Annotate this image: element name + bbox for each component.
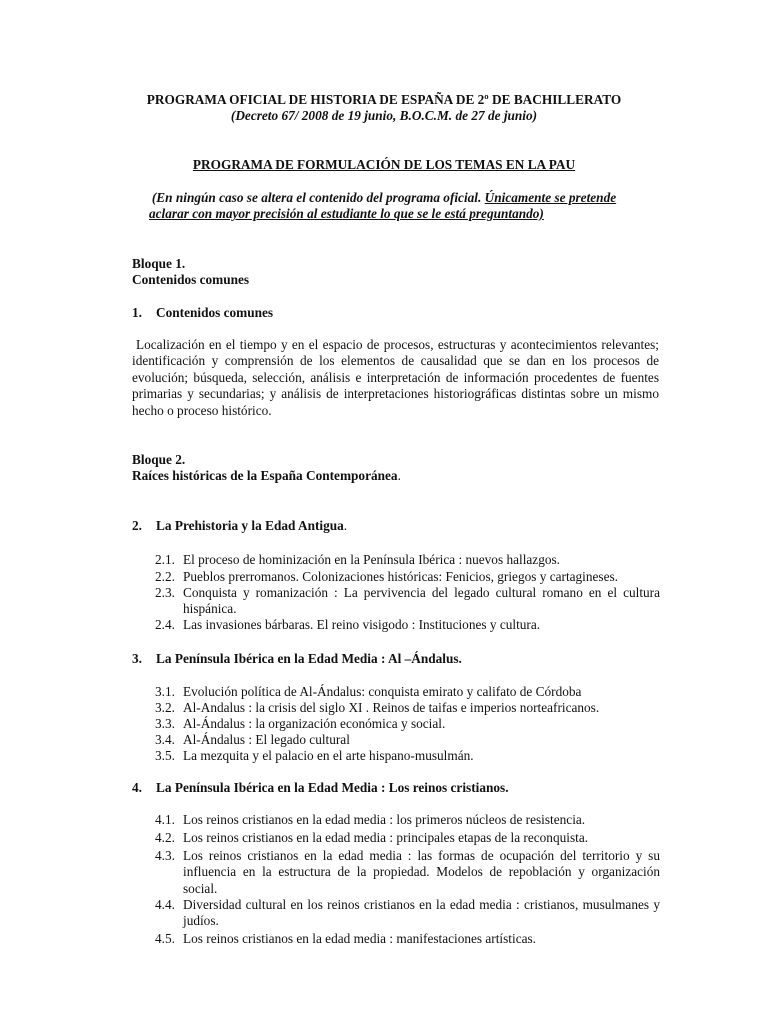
document-subtitle: PROGRAMA DE FORMULACIÓN DE LOS TEMAS EN LA PAU xyxy=(192,157,576,172)
decree-reference: (Decreto 67/ 2008 de 19 junio, B.O.C.M. de 27 de junio) xyxy=(230,108,538,123)
item-text: Al-Ándalus : la organización económica y social. xyxy=(183,716,446,731)
item-text: Los reinos cristianos en la edad media : manifestaciones artísticas. xyxy=(183,931,536,946)
section-heading-4 xyxy=(132,780,509,796)
note-text-1: (En ningún caso se altera el contenido del programa oficial. xyxy=(151,190,485,205)
list-item xyxy=(155,700,660,716)
list-item xyxy=(155,812,660,828)
list-item xyxy=(155,552,660,568)
list-item xyxy=(155,897,660,930)
list-item xyxy=(155,931,660,947)
note-line-1 xyxy=(0,190,768,206)
section-number: 1. xyxy=(132,305,142,320)
document-title: PROGRAMA OFICIAL DE HISTORIA DE ESPAÑA DE 2º DE BACHILLERATO xyxy=(146,92,622,107)
item-text: Diversidad cultural en los reinos cristianos en la edad media : cristianos, musulmanes y judíos. xyxy=(183,897,660,929)
section-title: La Prehistoria y la Edad Antigua xyxy=(156,518,344,533)
item-text: Las invasiones bárbaras. El reino visigodo : Instituciones y cultura. xyxy=(183,617,541,632)
section-heading-3 xyxy=(132,651,462,667)
bloque1-title: Contenidos comunes xyxy=(132,272,250,287)
bloque2-title-end: . xyxy=(397,468,401,483)
item-text: Conquista y romanización : La pervivencia del legado cultural romano en el cultura hispánica. xyxy=(183,585,660,617)
item-text: El proceso de hominización en la Península Ibérica : nuevos hallazgos. xyxy=(183,552,560,567)
item-number: 2.4. xyxy=(155,617,175,632)
list-item xyxy=(155,585,660,618)
item-number: 2.3. xyxy=(155,585,175,600)
bloque2-title-line xyxy=(132,468,401,484)
item-number: 3.2. xyxy=(155,700,175,715)
list-item xyxy=(155,716,660,732)
section-heading-2 xyxy=(132,518,347,534)
section-number: 4. xyxy=(132,780,142,795)
bloque1-paragraph: Localización en el tiempo y en el espacio de procesos, estructuras y acontecimientos relevantes; identificación y comprensión de los elementos de causalidad que se dan en los procesos de evolución; búsqueda, selección, análisis e interpretación de información procedentes de fuentes primarias y secundarias; y análisis de interpretaciones historiográficas distintas sobre un mismo hecho o proceso histórico. xyxy=(132,337,659,418)
item-text: Evolución política de Al-Ándalus: conquista emirato y califato de Córdoba xyxy=(183,684,582,699)
section-title: Contenidos comunes xyxy=(156,305,274,320)
section-heading-1 xyxy=(132,305,273,321)
item-number: 4.2. xyxy=(155,830,175,845)
item-number: 4.1. xyxy=(155,812,175,827)
item-text: Los reinos cristianos en la edad media : los primeros núcleos de resistencia. xyxy=(183,812,586,827)
list-item xyxy=(155,569,660,585)
note-line-2: aclarar con mayor precisión al estudiante lo que se le está preguntando) xyxy=(149,206,544,221)
list-item xyxy=(155,732,660,748)
item-number: 3.4. xyxy=(155,732,175,747)
item-text: La mezquita y el palacio en el arte hispano-musulmán. xyxy=(183,748,474,763)
section-title: La Península Ibérica en la Edad Media : Al –Ándalus. xyxy=(156,651,462,666)
item-number: 3.5. xyxy=(155,748,175,763)
section-title-end: . xyxy=(343,518,348,533)
bloque2-label: Bloque 2. xyxy=(132,452,186,467)
list-item xyxy=(155,748,660,764)
note-text-2: Únicamente se pretende xyxy=(484,190,617,205)
item-number: 3.3. xyxy=(155,716,175,731)
item-text: Los reinos cristianos en la edad media : las formas de ocupación del territorio y su influencia en la estructura de la propiedad. Modelos de repoblación y organización social. xyxy=(183,848,660,896)
section-number: 3. xyxy=(132,651,142,666)
item-number: 2.1. xyxy=(155,552,175,567)
item-number: 2.2. xyxy=(155,569,175,584)
bloque1-label: Bloque 1. xyxy=(132,256,186,271)
item-text: Pueblos prerromanos. Colonizaciones históricas: Fenicios, griegos y cartagineses. xyxy=(183,569,619,584)
item-number: 3.1. xyxy=(155,684,175,699)
item-number: 4.4. xyxy=(155,897,175,912)
list-item xyxy=(155,848,660,897)
item-text: Al-Andalus : la crisis del siglo XI . Reinos de taifas e imperios norteafricanos. xyxy=(183,700,600,715)
bloque2-title: Raíces históricas de la España Contemporánea xyxy=(132,468,398,483)
item-text: Al-Ándalus : El legado cultural xyxy=(183,732,350,747)
list-item xyxy=(155,617,660,633)
list-item xyxy=(155,684,660,700)
list-item xyxy=(155,830,660,846)
section-title: La Península Ibérica en la Edad Media : Los reinos cristianos. xyxy=(156,780,509,795)
item-number: 4.5. xyxy=(155,931,175,946)
item-text: Los reinos cristianos en la edad media : principales etapas de la reconquista. xyxy=(183,830,589,845)
item-number: 4.3. xyxy=(155,848,175,863)
section-number: 2. xyxy=(132,518,142,533)
